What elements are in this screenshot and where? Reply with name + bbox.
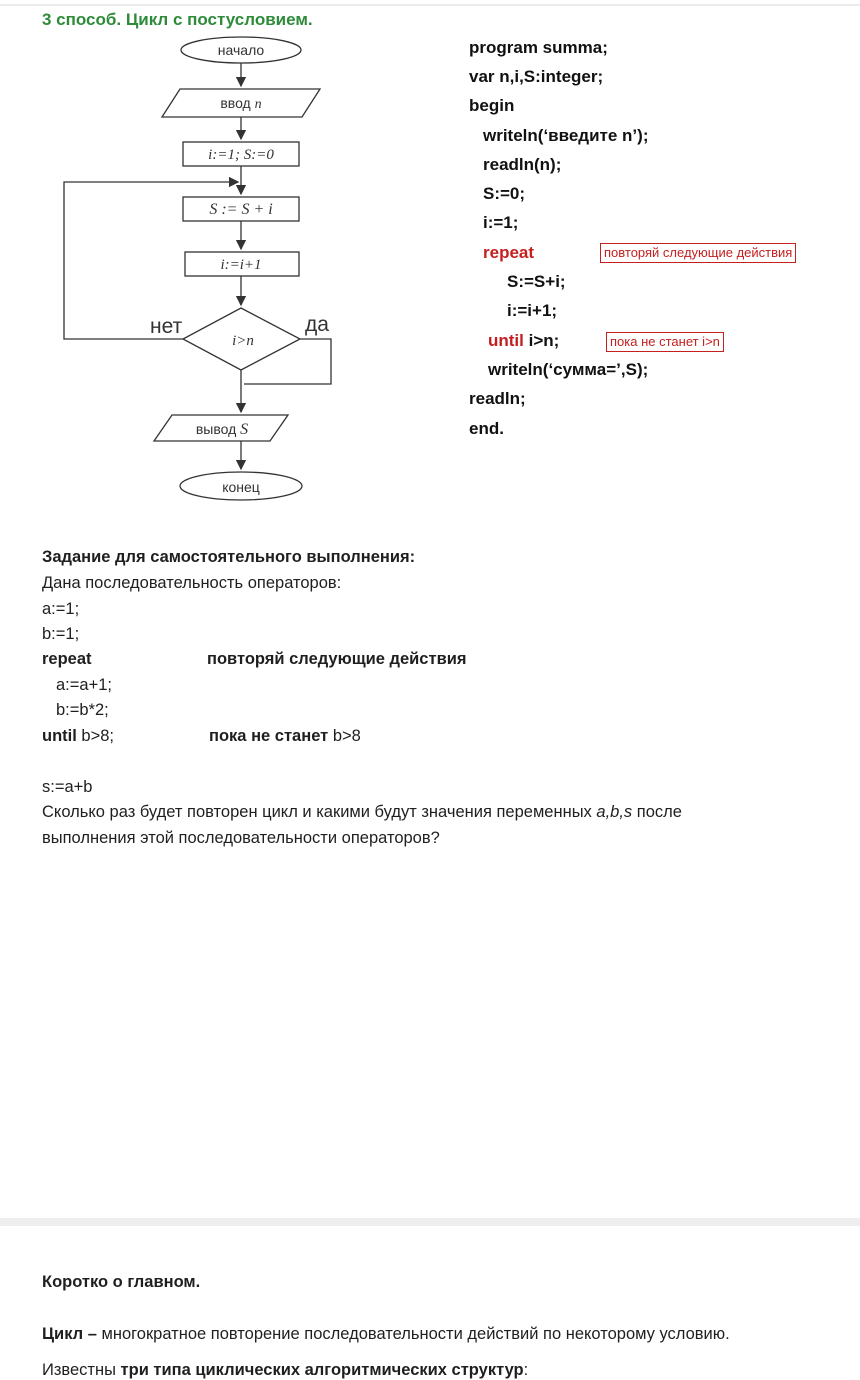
code-line-2: var n,i,S:integer; [469,67,604,86]
inc-label: i:=i+1 [220,257,262,273]
condition-label: i>n [232,333,254,349]
svg-text:ввод n [220,95,261,112]
code-line-until [488,331,559,351]
task-a-step: a:=a+1; [56,676,112,694]
yes-label: да [305,313,329,336]
section-separator [0,1218,860,1226]
task-repeat: repeat [42,650,92,668]
code-line-10: i:=i+1; [507,301,558,320]
repeat-note: повторяй следующие действия [600,243,796,263]
flowchart [0,0,460,520]
task-title: Задание для самостоятельного выполнения: [42,548,416,566]
init-label: i:=1; S:=0 [208,147,274,163]
summary-known-bold: три типа циклических алгоритмических структур [120,1361,524,1379]
task-intro: Дана последовательность операторов: [42,574,342,592]
summary-known-plain: Известны [42,1361,121,1379]
code-line-4: writeln(‘введите n’); [483,126,649,145]
until-note: пока не станет i>n [606,332,724,352]
page-title: 3 способ. Цикл с постусловием. [42,10,313,29]
output-var: S [240,421,249,438]
until-keyword: until [488,331,524,350]
task-question-line-2: выполнения этой последовательности операторов? [42,829,440,847]
code-line-7: i:=1; [483,213,519,232]
code-line-13: readln; [469,389,526,408]
task-until-note-plain: b>8 [332,727,361,745]
until-condition: i>n; [523,331,560,350]
task-b-init: b:=1; [42,625,80,643]
task-until-note [209,727,361,746]
code-line-9: S:=S+i; [507,272,566,291]
task-until-note-bold: пока не станет [209,727,333,745]
summary-cycle-def [42,1325,730,1344]
summary-known-end: : [523,1361,529,1379]
no-label: нет [150,315,183,338]
task-question-line-1 [42,803,682,822]
task-until [42,727,114,746]
task-question-part-1: Сколько раз будет повторен цикл и какими будут значения переменных [42,803,597,821]
summary-title: Коротко о главном. [42,1273,201,1291]
task-a-init: a:=1; [42,600,80,618]
task-until-cond: b>8; [76,727,114,745]
code-line-12: writeln(‘сумма=’,S); [488,360,649,379]
summary-cycle-text: многократное повторение последовательности действий по некоторому условию. [96,1325,730,1343]
task-question-vars: a,b,s [596,803,633,821]
code-line-14: end. [469,419,504,438]
input-label: ввод [220,95,251,111]
code-line-6: S:=0; [483,184,526,203]
start-label: начало [217,42,265,58]
task-until-keyword: until [42,727,77,745]
output-label: вывод [195,421,237,437]
code-line-repeat: repeat [483,243,535,262]
code-line-1: program summa; [469,38,608,57]
body-label: S := S + i [209,201,273,218]
task-question-part-2: после [632,803,682,821]
task-s-line: s:=a+b [42,778,93,796]
svg-text:вывод S [196,421,248,438]
summary-cycle-term: Цикл – [42,1325,97,1343]
code-line-5: readln(n); [483,155,562,174]
task-b-step: b:=b*2; [56,701,109,719]
task-repeat-note: повторяй следующие действия [207,650,467,668]
code-line-3: begin [469,96,515,115]
input-var: n [254,97,262,112]
end-label: конец [222,479,260,495]
summary-known [42,1361,528,1380]
